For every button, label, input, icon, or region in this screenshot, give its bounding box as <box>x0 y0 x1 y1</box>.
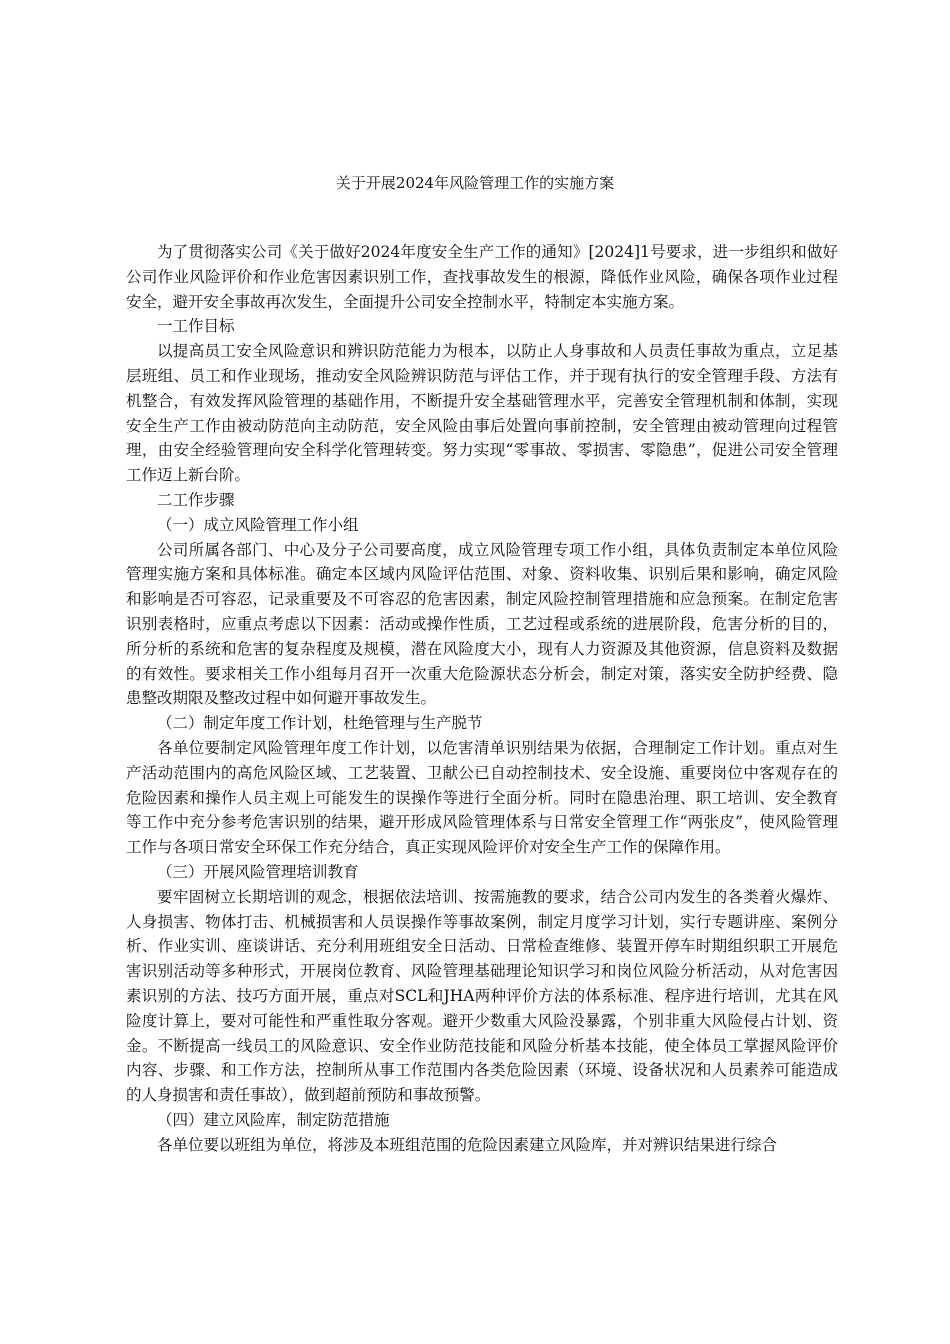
team-paragraph: 公司所属各部门、中心及分子公司要高度，成立风险管理专项工作小组，具体负责制定本单位风险管理实施方案和具体标准。确定本区域内风险评估范围、对象、资料收集、识别后果和影响，确定风险和影响是否可容忍，记录重要及不可容忍的危害因素，制定风险控制管理措施和应急预案。在制定危害识别表格时，应重点考虑以下因素：活动或操作性质，工艺过程或系统的进展阶段，危害分析的目的，所分析的系统和危害的复杂程度及规模，潜在风险度大小，现有人力资源及其他资源，信息资料及数据的有效性。要求相关工作小组每月召开一次重大危险源状态分析会，制定对策，落实安全防护经费、隐患整改期限及整改过程中如何避开事故发生。 <box>126 540 838 708</box>
document-body <box>126 240 838 1157</box>
section-heading-goals: 一工作目标 <box>157 317 235 336</box>
subsection-heading-team: （一）成立风险管理工作小组 <box>157 515 359 534</box>
plan-paragraph: 各单位要制定风险管理年度工作计划，以危害清单识别结果为依据，合理制定工作计划。重点对生产活动范围内的高危风险区域、工艺装置、卫献公已自动控制技术、安全设施、重要岗位中客观存在的危险因素和操作人员主观上可能发生的误操作等进行全面分析。同时在隐患治理、职工培训、安全教育等工作中充分参考危害识别的结果，避开形成风险管理体系与日常安全管理工作“两张皮”，使风险管理工作与各项日常安全环保工作充分结合，真正实现风险评价对安全生产工作的保障作用。 <box>126 738 838 857</box>
document-title: 关于开展2024年风险管理工作的实施方案 <box>335 174 615 192</box>
goals-paragraph: 以提高员工安全风险意识和辨识防范能力为根本，以防止人身事故和人员责任事故为重点，立足基层班组、员工和作业现场，推动安全风险辨识防范与评估工作，并于现有执行的安全管理手段、方法有机整合，有效发挥风险管理的基础作用，不断提升安全基础管理水平，完善安全管理机制和体制，实现安全生产工作由被动防范向主动防范，安全风险由事后处置向事前控制，安全管理由被动管理向过程管理，由安全经验管理向安全科学化管理转变。努力实现“零事故、零损害、零隐患”，促进公司安全管理工作迈上新台阶。 <box>126 342 838 485</box>
training-paragraph: 要牢固树立长期培训的观念，根据依法培训、按需施教的要求，结合公司内发生的各类着火爆炸、人身损害、物体打击、机械损害和人员误操作等事故案例，制定月度学习计划，实行专题讲座、案例分析、作业实训、座谈讲话、充分利用班组安全日活动、日常检查维修、装置开停车时期组织职工开展危害识别活动等多种形式，开展岗位教育、风险管理基础理论知识学习和岗位风险分析活动，从对危害因素识别的方法、技巧方面开展，重点对SCL和JHA两种评价方法的体系标准、程序进行培训，尤其在风险度计算上，要对可能性和严重性取分客观。避开少数重大风险没暴露，个别非重大风险侵占计划、资金。不断提高一线员工的风险意识、安全作业防范技能和风险分析基本技能，使全体员工掌握风险评价内容、步骤、和工作方法，控制所从事工作范围内各类危险因素（环境、设备状况和人员素养可能造成的人身损害和责任事故），做到超前预防和事故预警。 <box>126 887 838 1105</box>
subsection-heading-training: （三）开展风险管理培训教育 <box>157 862 359 881</box>
subsection-heading-plan: （二）制定年度工作计划，杜绝管理与生产脱节 <box>157 714 483 733</box>
subsection-heading-risk-library: （四）建立风险库，制定防范措施 <box>157 1110 390 1129</box>
intro-paragraph: 为了贯彻落实公司《关于做好2024年度安全生产工作的通知》[2024]1号要求，进一步组织和做好公司作业风险评价和作业危害因素识别工作，查找事故发生的根源，降低作业风险，确保各项作业过程安全，避开安全事故再次发生，全面提升公司安全控制水平，特制定本实施方案。 <box>126 243 838 311</box>
risk-library-paragraph: 各单位要以班组为单位，将涉及本班组范围的危险因素建立风险库，并对辨识结果进行综合 <box>157 1135 778 1154</box>
section-heading-steps: 二工作步骤 <box>157 490 235 509</box>
